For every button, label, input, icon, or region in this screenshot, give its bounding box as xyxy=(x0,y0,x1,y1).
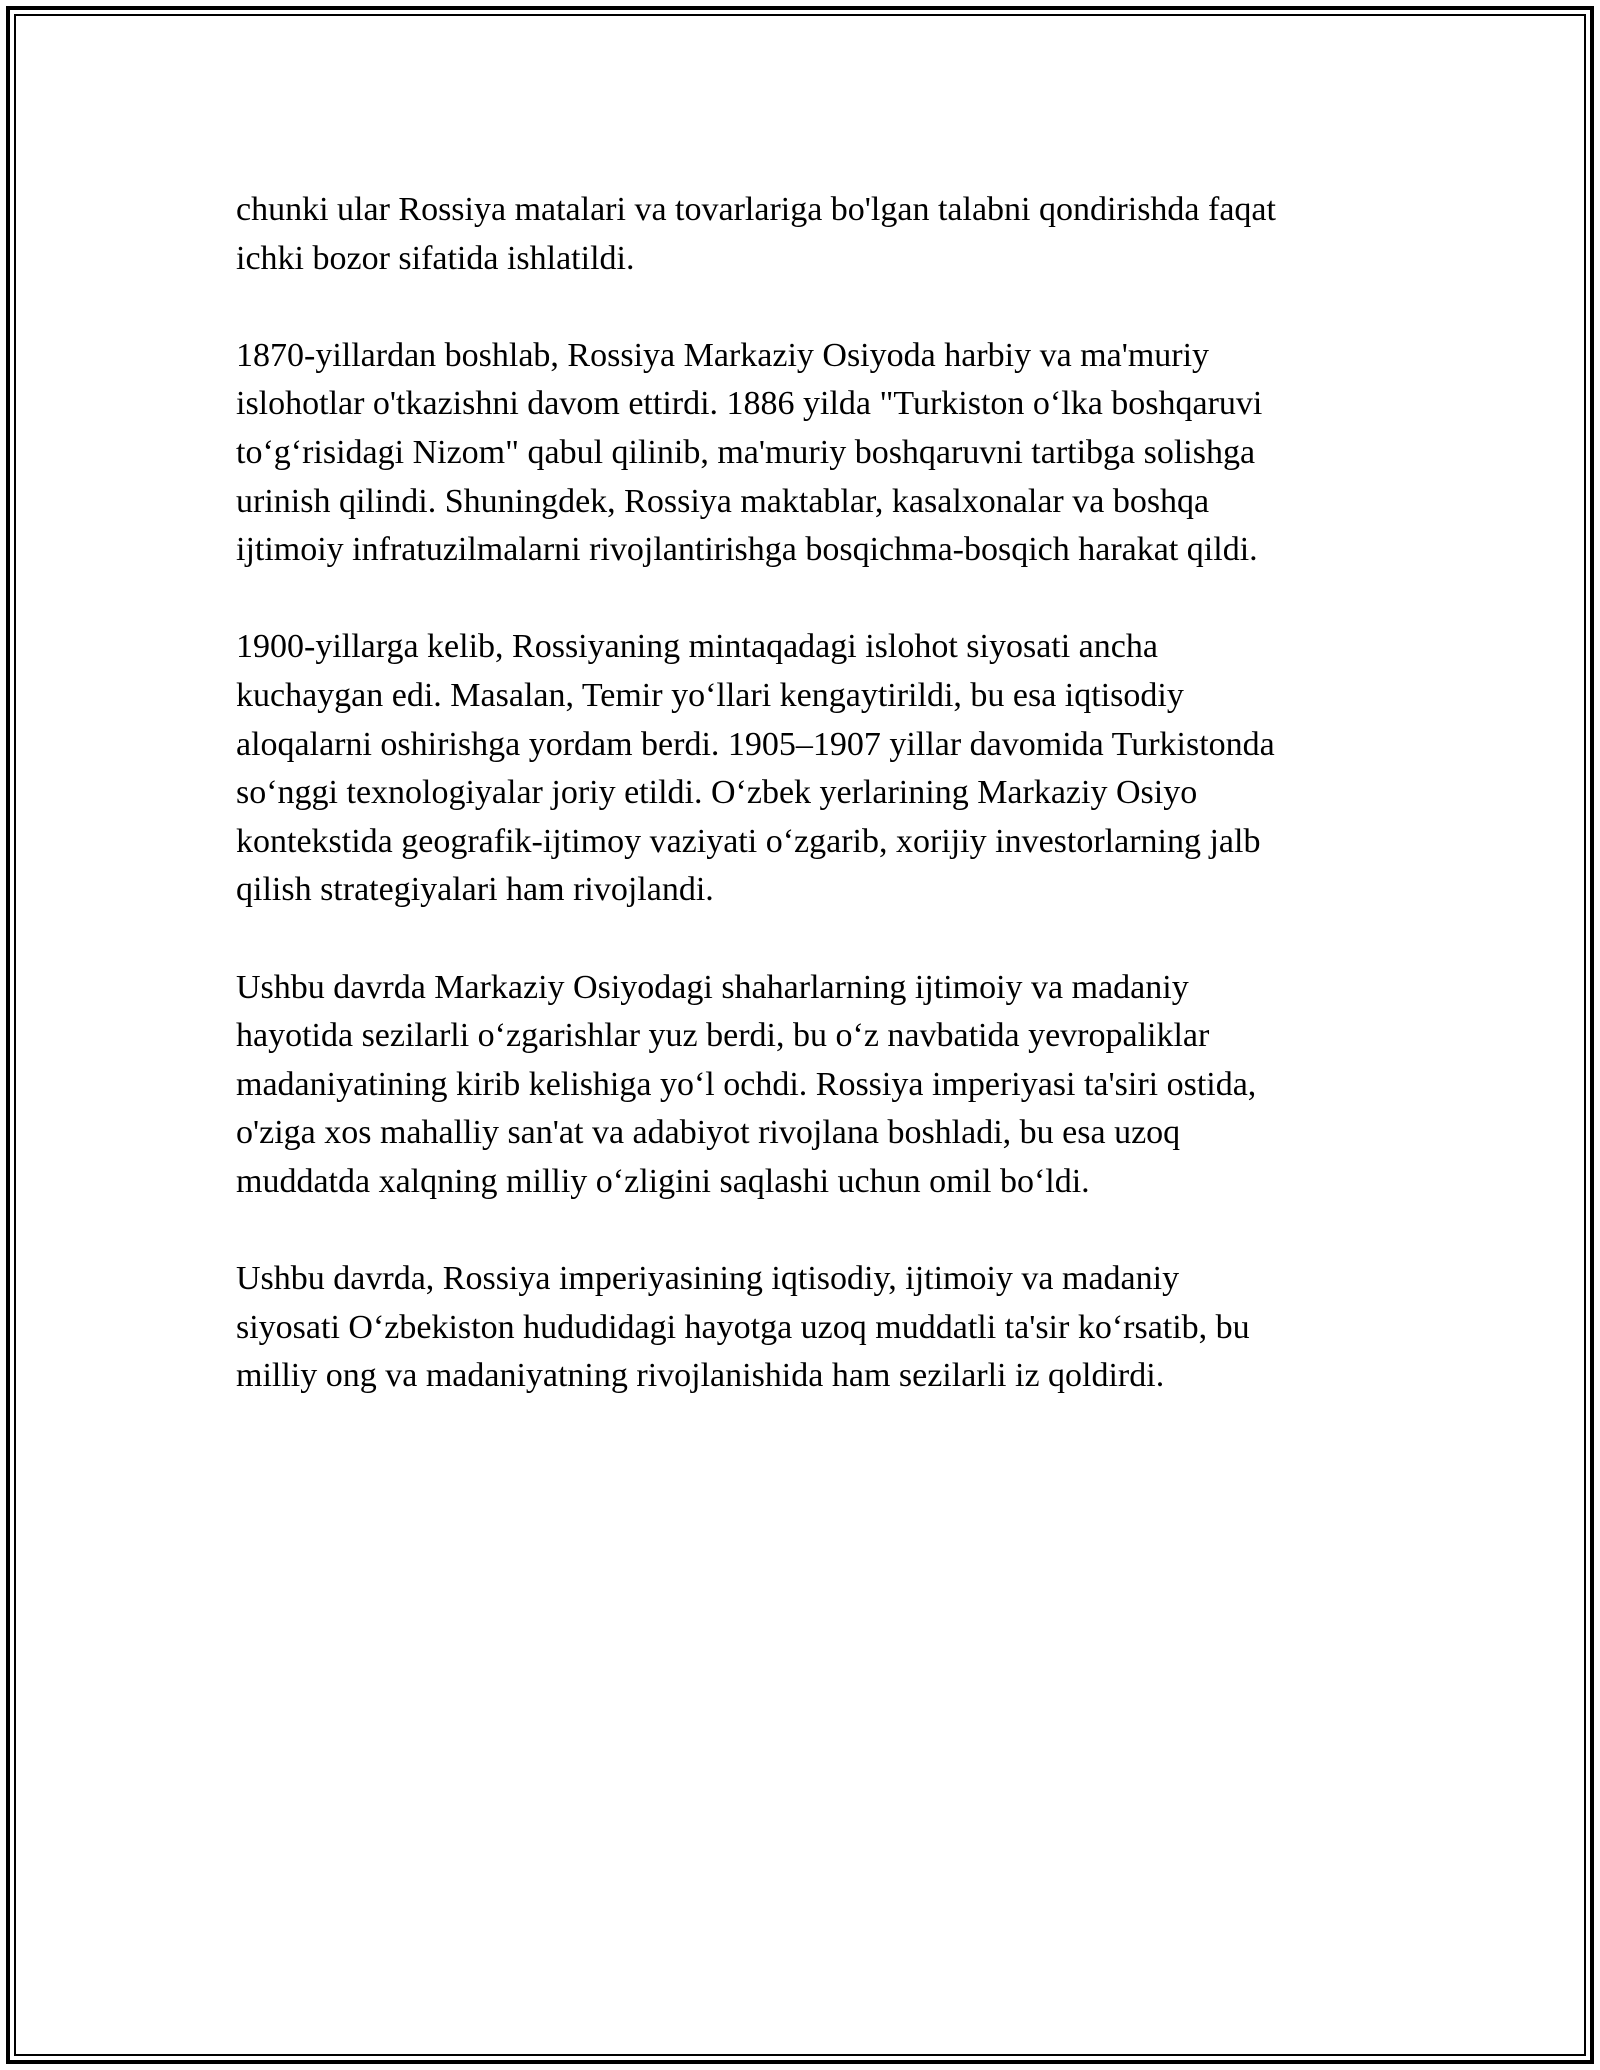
text-line: o'ziga xos mahalliy san'at va adabiyot rivojlana boshladi, bu esa uzoq xyxy=(236,1114,1181,1152)
paragraph-5 xyxy=(236,1255,1376,1401)
text-line: kuchaygan edi. Masalan, Temir yo‘llari kengaytirildi, bu esa iqtisodiy xyxy=(236,676,1184,714)
text-line: hayotida sezilarli o‘zgarishlar yuz berdi, bu o‘z navbatida yevropaliklar xyxy=(236,1017,1210,1055)
text-line: aloqalarni oshirishga yordam berdi. 1905–1907 yillar davomida Turkistonda xyxy=(236,725,1275,763)
text-line: 1900-yillarga kelib, Rossiyaning mintaqadagi islohot siyosati ancha xyxy=(236,628,1158,666)
text-line: islohotlar o'tkazishni davom ettirdi. 1886 yilda "Turkiston o‘lka boshqaruvi xyxy=(236,385,1263,423)
text-line: to‘g‘risidagi Nizom" qabul qilinib, ma'muriy boshqaruvni tartibga solishga xyxy=(236,433,1256,471)
paragraph-3 xyxy=(236,623,1376,915)
text-line: muddatda xalqning milliy o‘zligini saqlashi uchun omil bo‘ldi. xyxy=(236,1162,1090,1200)
text-line: Ushbu davrda Markaziy Osiyodagi shaharlarning ijtimoiy va madaniy xyxy=(236,968,1189,1006)
text-line: Ushbu davrda, Rossiya imperiyasining iqtisodiy, ijtimoiy va madaniy xyxy=(236,1260,1180,1298)
text-line: qilish strategiyalari ham rivojlandi. xyxy=(236,871,714,909)
text-line: siyosati O‘zbekiston hududidagi hayotga uzoq muddatli ta'sir ko‘rsatib, bu xyxy=(236,1308,1250,1346)
text-line: 1870-yillardan boshlab, Rossiya Markaziy Osiyoda harbiy va ma'muriy xyxy=(236,336,1210,374)
text-line: kontekstida geografik-ijtimoy vaziyati o‘zgarib, xorijiy investorlarning jalb xyxy=(236,822,1261,860)
text-line: madaniyatining kirib kelishiga yo‘l ochdi. Rossiya imperiyasi ta'siri ostida, xyxy=(236,1065,1257,1103)
paragraph-4 xyxy=(236,964,1376,1207)
document-body xyxy=(236,186,1376,1449)
text-line: ijtimoiy infratuzilmalarni rivojlantirishga bosqichma-bosqich harakat qildi. xyxy=(236,531,1258,569)
text-line: milliy ong va madaniyatning rivojlanishida ham sezilarli iz qoldirdi. xyxy=(236,1357,1165,1395)
text-line: chunki ular Rossiya matalari va tovarlariga bo'lgan talabni qondirishda faqat xyxy=(236,191,1276,228)
text-line: ichki bozor sifatida ishlatildi. xyxy=(236,239,635,277)
text-line: urinish qilindi. Shuningdek, Rossiya maktablar, kasalxonalar va boshqa xyxy=(236,482,1210,520)
paragraph-1 xyxy=(236,186,1376,283)
paragraph-2 xyxy=(236,332,1376,575)
text-line: so‘nggi texnologiyalar joriy etildi. O‘zbek yerlarining Markaziy Osiyo xyxy=(236,774,1198,812)
